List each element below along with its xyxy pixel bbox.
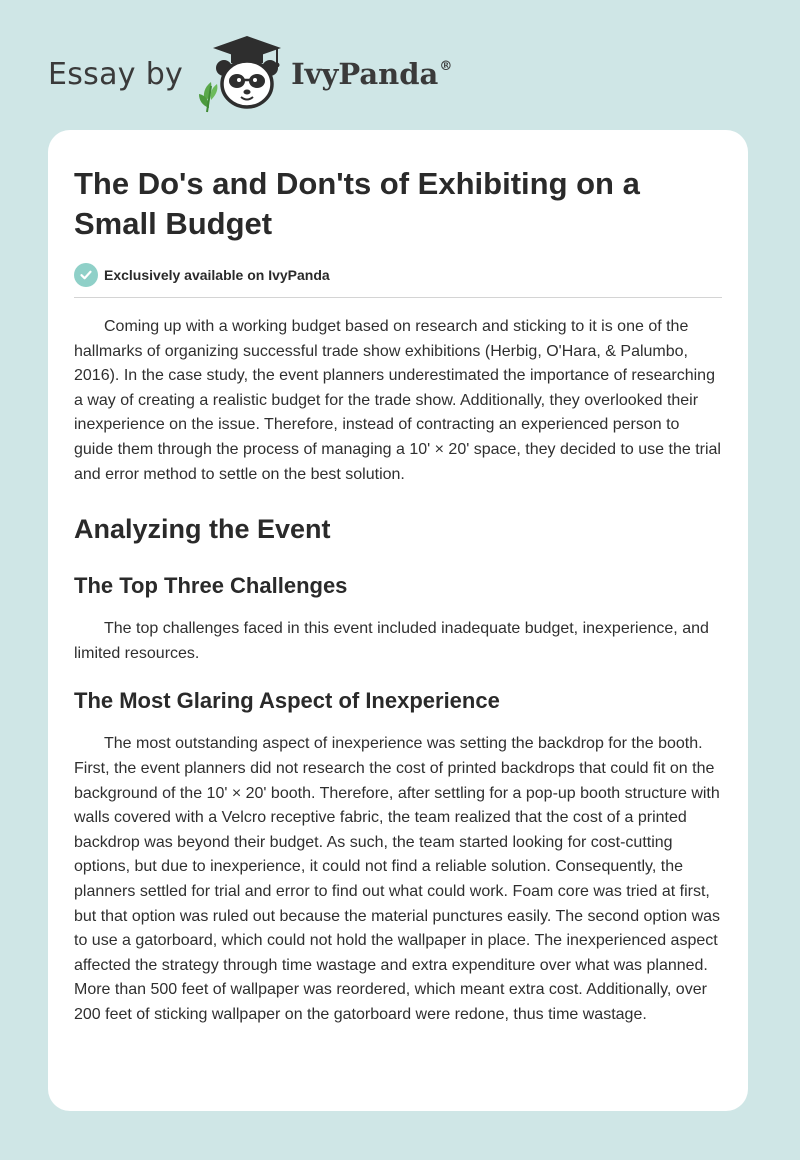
essay-title: The Do's and Don'ts of Exhibiting on a Small Budget	[74, 166, 640, 241]
essay-by-label: Essay by	[48, 56, 184, 92]
inexperience-paragraph: The most outstanding aspect of inexperience was setting the backdrop for the booth. First, the event planners did not research the cost of printed backdrops that could fit on the background of the 10' × 20' booth. Therefore, after settling for a pop-up booth structure with walls covered with a Velcro receptive fabric, the team realized that the cost of a printed backdrop was beyond their budget. As such, the team started looking for cost-cutting options, but due to inexperience, it could not find a reliable solution. Consequently, the planners settled for trial and error to find out what could work. Foam core was tried at first, but that option was ruled out because the material punctures easily. The second option was to use a gatorboard, which could not hold the wallpaper in place. The inexperienced aspect affected the strategy through time wastage and extra expenditure over what was planned. More than 500 feet of wallpaper was reordered, which meant extra cost. Additionally, over 200 feet of sticking wallpaper on the gatorboard were redone, thus time wastage.	[74, 735, 721, 1023]
challenges-paragraph: The top challenges faced in this event included inadequate budget, inexperience, and limited resources.	[74, 620, 709, 662]
section-heading: Analyzing the Event	[74, 514, 331, 545]
check-icon	[74, 263, 98, 287]
subsection-heading-inexperience: The Most Glaring Aspect of Inexperience	[74, 688, 500, 714]
exclusive-badge	[74, 262, 722, 288]
subsection-heading-challenges: The Top Three Challenges	[74, 573, 348, 599]
panda-logo-icon[interactable]	[197, 34, 289, 114]
intro-paragraph: Coming up with a working budget based on research and sticking to it is one of the hallmarks of organizing successful trade show exhibitions (Herbig, O'Hara, & Palumbo, 2016). In the case study, the event planners underestimated the importance of researching a way of creating a realistic budget for the trade show. Additionally, they overlooked their inexperience on the issue. Therefore, instead of contracting an experienced person to guide them through the process of managing a 10' × 20' space, they decided to use the trial and error method to settle on the best solution.	[74, 318, 721, 483]
divider	[74, 297, 722, 298]
essay-card	[48, 130, 748, 1111]
site-header	[48, 34, 452, 114]
registered-mark: ®	[439, 59, 453, 74]
brand-name[interactable]: IvyPanda®	[291, 57, 453, 91]
exclusive-label: Exclusively available on IvyPanda	[104, 267, 330, 283]
